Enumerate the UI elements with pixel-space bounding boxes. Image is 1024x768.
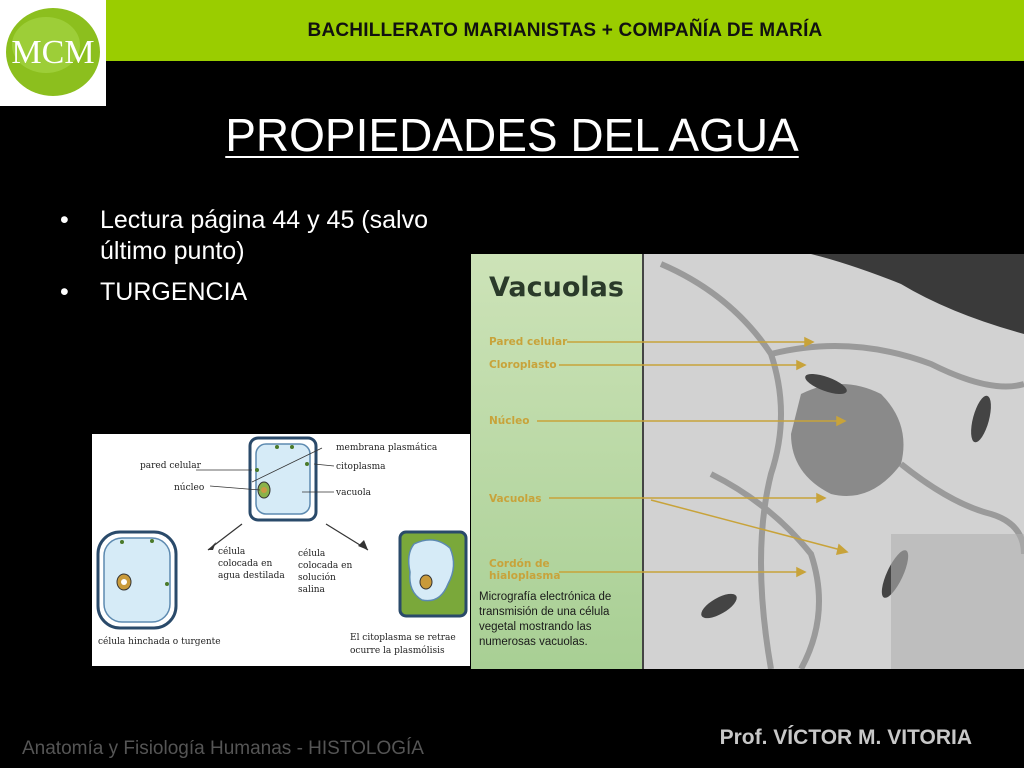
label-membrana: membrana plasmática xyxy=(336,443,438,453)
label-nucleo: núcleo xyxy=(174,483,205,493)
label-pared: pared celular xyxy=(140,461,201,471)
turgor-diagram xyxy=(92,434,470,666)
label-pared-celular: Pared celular xyxy=(489,336,568,348)
label-agua-1: célula xyxy=(218,547,246,557)
label-cloroplasto: Cloroplasto xyxy=(489,359,557,371)
mcm-logo-icon xyxy=(0,0,106,106)
vacuole-micrograph-panel xyxy=(471,254,1024,669)
label-sal-2: colocada en xyxy=(298,561,353,571)
micrograph-title: Vacuolas xyxy=(489,272,624,303)
label-sal-1: célula xyxy=(298,549,326,559)
label-sal-3: solución xyxy=(298,573,336,583)
caption-line: vegetal mostrando las xyxy=(479,621,592,633)
caption-line: numerosas vacuolas. xyxy=(479,636,588,648)
caption-line: Micrografía electrónica de xyxy=(479,591,612,603)
author-footer: Prof. VÍCTOR M. VITORIA xyxy=(719,726,972,749)
school-logo xyxy=(0,0,106,106)
logo-text: MCM xyxy=(11,34,95,71)
bullet-list xyxy=(56,205,486,318)
bullet-item: • TURGENCIA xyxy=(56,277,486,308)
label-cordon: Cordón de xyxy=(489,558,550,570)
label-agua-3: agua destilada xyxy=(218,571,285,581)
header-bar xyxy=(106,0,1024,61)
label-citoplasma: citoplasma xyxy=(336,462,386,472)
label-agua-2: colocada en xyxy=(218,559,273,569)
label-vacuola: vacuola xyxy=(336,488,371,498)
label-plasmolisis-2: ocurre la plasmólisis xyxy=(350,646,445,656)
label-sal-4: salina xyxy=(298,585,325,595)
course-footer: Anatomía y Fisiología Humanas - HISTOLOGÍA xyxy=(22,738,424,759)
plasmolysed-cell xyxy=(400,532,466,616)
bullet-item: • Lectura página 44 y 45 (salvo último punto) xyxy=(56,205,486,267)
normal-cell xyxy=(250,438,316,520)
label-vacuolas: Vacuolas xyxy=(489,493,542,505)
label-hialoplasma: hialoplasma xyxy=(489,570,561,582)
institution-name: BACHILLERATO MARIANISTAS + COMPAÑÍA DE MARÍA xyxy=(307,19,823,41)
caption-line: transmisión de una célula xyxy=(479,606,610,618)
cell-diagram xyxy=(92,434,470,666)
slide-title: PROPIEDADES DEL AGUA xyxy=(225,109,799,161)
micrograph xyxy=(471,254,1024,669)
label-nucleo-em: Núcleo xyxy=(489,415,530,427)
label-plasmolisis-1: El citoplasma se retrae xyxy=(350,633,456,643)
turgid-cell xyxy=(98,532,176,628)
label-hinchada: célula hinchada o turgente xyxy=(98,637,221,647)
